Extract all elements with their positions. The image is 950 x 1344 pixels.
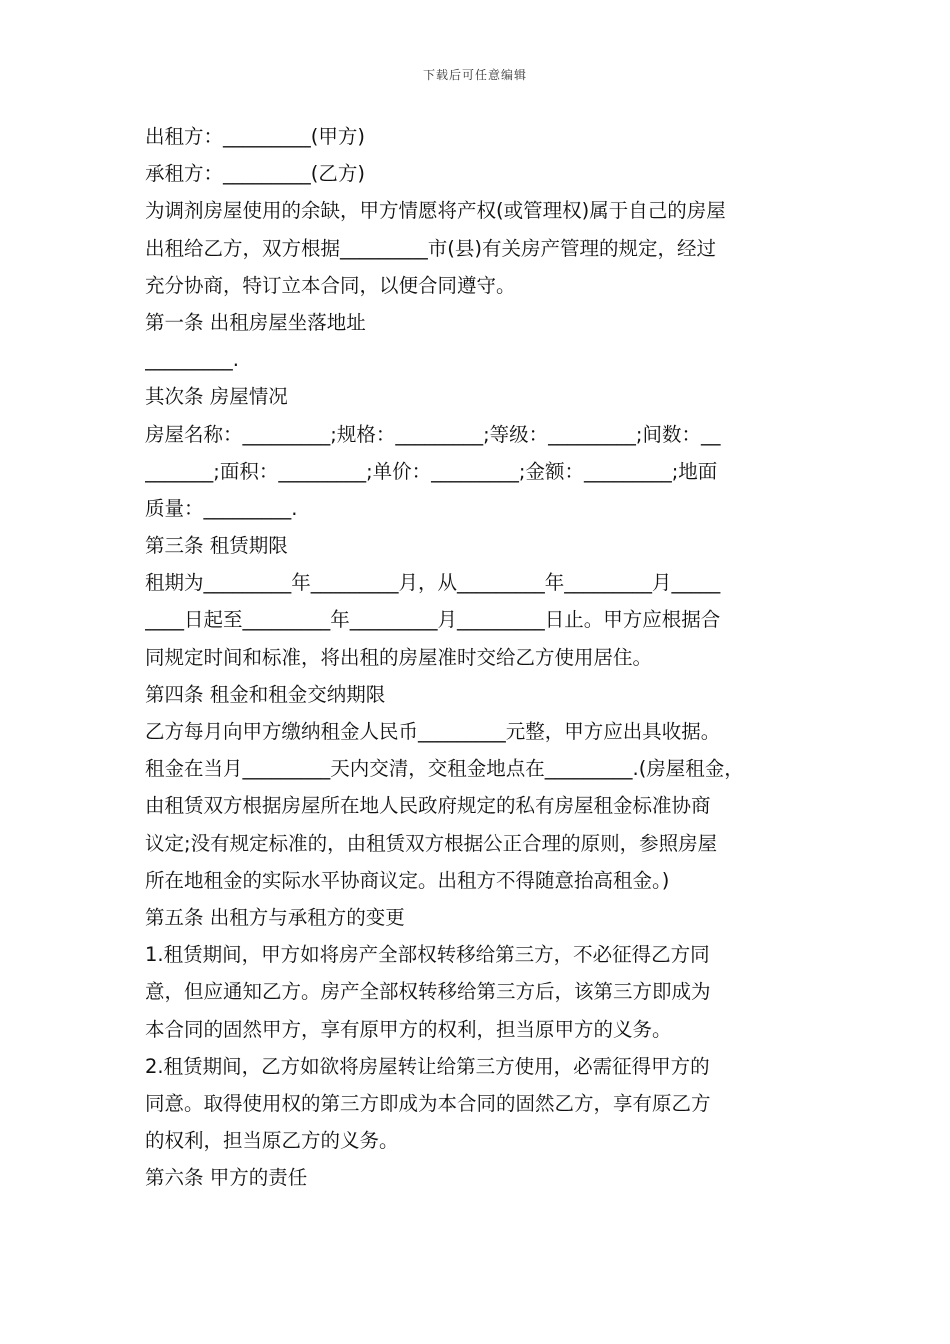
text-line-lessee: 承租方：_________(乙方)	[145, 162, 365, 186]
text-line: 同意。取得使用权的第三方即成为本合同的固然乙方，享有原乙方	[145, 1091, 711, 1115]
article-heading-5: 第五条 出租方与承租方的变更	[145, 905, 405, 929]
header-note: 下载后可任意编辑	[422, 68, 527, 82]
text-line: 房屋名称：_________;规格：_________;等级：_________;间数：__	[145, 422, 721, 446]
text-line: 意，但应通知乙方。房产全部权转移给第三方后，该第三方即成为	[145, 980, 711, 1004]
text-line: 由租赁双方根据房屋所在地人民政府规定的私有房屋租金标准协商	[145, 794, 711, 818]
text-line: 所在地租金的实际水平协商议定。出租方不得随意抬高租金。)	[145, 868, 670, 892]
article-heading-1: 第一条 出租房屋坐落地址	[145, 310, 366, 334]
text-line: 租金在当月_________天内交清，交租金地点在_________.(房屋租金，	[145, 757, 744, 781]
text-line: 同规定时间和标准，将出租的房屋准时交给乙方使用居住。	[145, 645, 653, 669]
contract-body	[145, 118, 810, 1196]
text-line: 议定;没有规定标准的，由租赁双方根据公正合理的原则，参照房屋	[145, 831, 718, 855]
article-heading-6: 第六条 甲方的责任	[145, 1166, 308, 1190]
text-line: 租期为_________年_________月，从_________年_________月_____	[145, 571, 721, 595]
text-line: 本合同的固然甲方，享有原甲方的权利，担当原甲方的义务。	[145, 1017, 672, 1041]
text-line: 出租给乙方，双方根据_________市(县)有关房产管理的规定，经过	[145, 236, 716, 260]
text-line: _________.	[145, 348, 239, 372]
article-heading-2: 其次条 房屋情况	[145, 385, 288, 409]
text-line: ____日起至_________年_________月_________日止。甲方应根据合	[145, 608, 721, 632]
text-line: 乙方每月向甲方缴纳租金人民币_________元整，甲方应出具收据。	[145, 720, 721, 743]
text-line: 1.租赁期间，甲方如将房产全部权转移给第三方，不必征得乙方同	[145, 943, 710, 967]
article-heading-4: 第四条 租金和租金交纳期限	[145, 682, 386, 706]
text-line: 充分协商，特订立本合同，以便合同遵守。	[145, 273, 516, 297]
text-line-lessor: 出租方：_________(甲方)	[145, 125, 365, 148]
text-line: 2.租赁期间，乙方如欲将房屋转让给第三方使用，必需征得甲方的	[145, 1054, 710, 1078]
text-line: 质量：_________.	[145, 496, 298, 520]
text-line: 为调剂房屋使用的余缺，甲方情愿将产权(或管理权)属于自己的房屋	[145, 199, 726, 223]
text-line: _______;面积：_________;单价：_________;金额：_________;地面	[145, 459, 718, 483]
text-line: 的权利，担当原乙方的义务。	[145, 1129, 399, 1153]
article-heading-3: 第三条 租赁期限	[145, 534, 288, 558]
